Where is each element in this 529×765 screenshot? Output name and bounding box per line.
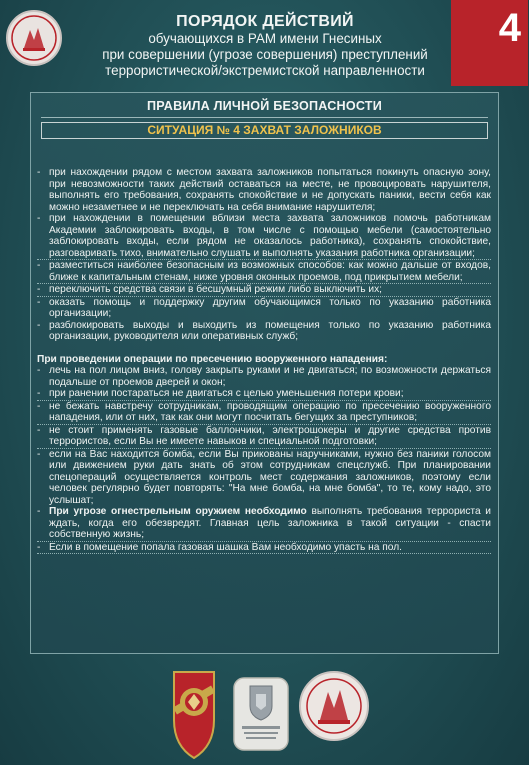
list-item: - оказать помощь и поддержку другим обучающимся только по указанию работника организации; xyxy=(37,297,491,320)
list-item: - не бежать навстречу сотрудникам, проводящим операцию по пресечению вооруженного нападения, или от них, так как они могут посчитать бегущих за преступников; xyxy=(37,401,491,425)
list-item: - если на Вас находится бомба, если Вы прикованы наручниками, нужно без паники голосом или движением руки дать знать об этом сотрудникам спецслужб. При планировании спецопераций осуществляется контроль мест содержания заложников, поэтому если человек регулярно будет повторять: "На мне бомба, на мне бомба", то те, кому надо, это услышат; xyxy=(37,449,491,507)
rules-panel xyxy=(30,92,499,654)
list-item: - при ранении постараться не двигаться с целью уменьшения потери крови; xyxy=(37,388,491,401)
academy-logo xyxy=(298,670,370,747)
nak-emblem xyxy=(232,676,290,757)
list-item: - при нахождении рядом с местом захвата заложников попытаться покинуть опасную зону, при невозможности таких действий оставаться на месте, не провоцировать нарушителя, выполнять его требования, сохранять спокойствие и не допускать паники, вести себя как можно незаметнее и не переключать на себя внимание нарушителя; xyxy=(37,167,491,213)
academy-logo xyxy=(6,10,62,66)
rules-title: ПРАВИЛА ЛИЧНОЙ БЕЗОПАСНОСТИ xyxy=(147,99,382,113)
list-item: - разместиться наиболее безопасным из возможных способов: как можно дальше от входов, ближе к капитальным стенам, ниже уровня оконных проемов, под прикрытием мебели; xyxy=(37,260,491,284)
page-title: ПОРЯДОК ДЕЙСТВИЙ xyxy=(176,13,354,30)
title-divider xyxy=(41,117,488,118)
list-item: - разблокировать выходы и выходить из помещения только по указанию работника организации, руководителя или оперативных служб; xyxy=(37,320,491,343)
page-number: 4 xyxy=(498,6,521,50)
gun-threat-text: выполнять требования террориста и ждать, когда его обезвредят. Главная цель заложника в такой ситуации - спасти собственную жизнь; xyxy=(49,506,491,540)
list-item: - Если в помещение попала газовая шашка Вам необходимо упасть на пол. xyxy=(37,542,491,555)
emblems-row xyxy=(0,662,529,762)
list-item: - при нахождении в помещении вблизи места захвата заложников помочь работникам Академии заблокировать входы, в том числе с помощью мебели (самостоятельно заблокировать входы, если рядом не оказалось работника), сохранять спокойствие, разговаривать тихо, внимательно слушать и выполнять указания работника организации; xyxy=(37,213,491,260)
section-heading: При проведении операции по пресечению вооруженного нападения: xyxy=(37,353,388,365)
header-line-1: обучающихся в РАМ имени Гнесиных xyxy=(148,31,382,46)
gun-threat-bold: При угрозе огнестрельным оружием необходимо xyxy=(49,506,307,517)
list-item: - не стоит применять газовые баллончики, электрошокеры и другие средства против террористов, если Вы не имеете навыков и специальной подготовки; xyxy=(37,425,491,449)
list-item xyxy=(37,506,491,542)
rules-body xyxy=(37,167,491,554)
list-item: - переключить средства связи в бесшумный режим либо выключить их; xyxy=(37,284,491,297)
header-line-2: при совершении (угрозе совершения) преступлений xyxy=(102,47,428,62)
header-line-3: террористической/экстремистской направленности xyxy=(105,63,425,78)
page-header xyxy=(70,12,460,79)
fsb-emblem xyxy=(168,668,220,765)
situation-box: СИТУАЦИЯ № 4 ЗАХВАТ ЗАЛОЖНИКОВ xyxy=(41,122,488,139)
list-item: - лечь на пол лицом вниз, голову закрыть руками и не двигаться; по возможности держаться подальше от проемов дверей и окон; xyxy=(37,365,491,388)
